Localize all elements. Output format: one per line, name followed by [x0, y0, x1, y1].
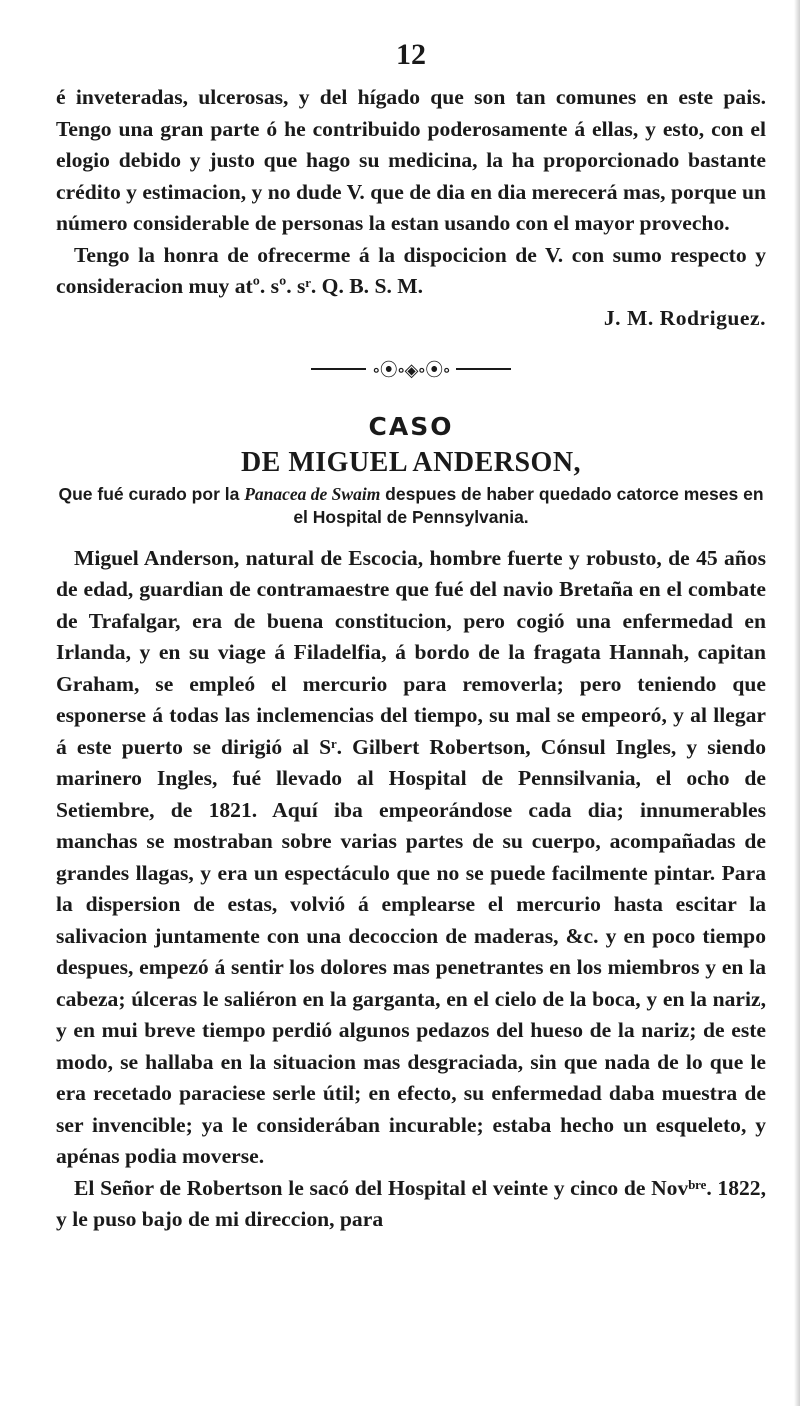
case-title: CASO — [368, 411, 454, 441]
section-divider — [56, 356, 766, 382]
case-note-remedy: Panacea de Swaim — [244, 483, 381, 504]
page-body — [56, 38, 766, 1236]
closing-paragraph: Tengo la honra de ofrecerme á la dispocicion de V. con sumo respecto y consideracion muy atº. sº. sʳ. Q. B. S. M. — [56, 242, 766, 298]
case-note-text: Que fué curado por la — [58, 483, 245, 504]
page-edge-shadow — [794, 0, 800, 1406]
case-paragraph-2: El Señor de Robertson le sacó del Hospital el veinte y cinco de Novᵇʳᵉ. 1822, y le puso bajo de mi direccion, para — [56, 1175, 766, 1231]
fleuron-icon: ∘⦿∘◈∘⦿∘ — [371, 359, 451, 380]
page-number: 12 — [396, 38, 426, 71]
intro-paragraph: é inveteradas, ulcerosas, y del hígado que son tan comunes en este pais. Tengo una gran parte ó he contribuido poderosamente á ellas, y esto, con el elogio debido y justo que hago su medicina, la ha proporcionado bastante crédito y estimacion, y no dude V. que de dia en dia merecerá mas, porque un número considerable de personas la estan usando con el mayor provecho. — [56, 85, 766, 235]
divider-rule-right — [456, 368, 511, 370]
signature: J. M. Rodriguez. — [603, 305, 766, 330]
case-note-text-end: despues de haber quedado catorce meses en el Hospital de Pennsylvania. — [293, 483, 764, 527]
case-paragraph-1: Miguel Anderson, natural de Escocia, hombre fuerte y robusto, de 45 años de edad, guardian de contramaestre que fué del navio Bretaña en el combate de Trafalgar, era de buena constitucion, pero cogió una enfermedad en Irlanda, y en su viage á Filadelfia, á bordo de la fragata Hannah, capitan Graham, se empleó el mercurio para removerla; pero teniendo que esponerse á todas las inclemencias del tiempo, su mal se empeoró, y al llegar á este puerto se dirigió al Sʳ. Gilbert Robertson, Cónsul Ingles, y siendo marinero Ingles, fué llevado al Hospital de Pennsilvania, el ocho de Setiembre, de 1821. Aquí iba empeorándose cada dia; innumerables manchas se mostraban sobre varias partes de su cuerpo, acompañadas de grandes llagas, y era un espectáculo que no se puede facilmente pintar. Para la dispersion de estas, volvió á emplearse el mercurio hasta escitar la salivacion juntamente con una decoccion de maderas, &c. y en poco tiempo despues, empezó á sentir los dolores mas penetrantes en los miembros y en la cabeza; úlceras le saliéron en la garganta, en el cielo de la boca, y en la nariz, y en mui breve tiempo perdió algunos pedazos del hueso de la nariz; de este modo, se hallaba en la situacion mas desgraciada, sin que nada de lo que le era recetado paraciese serle útil; en efecto, su enfermedad daba muestra de ser invencible; ya le considerában incurable; estaba hecho un esqueleto, y apénas podia moverse. — [56, 545, 766, 1168]
divider-rule-left — [311, 368, 366, 370]
case-note — [56, 483, 766, 529]
case-subtitle: DE MIGUEL ANDERSON, — [240, 446, 582, 478]
